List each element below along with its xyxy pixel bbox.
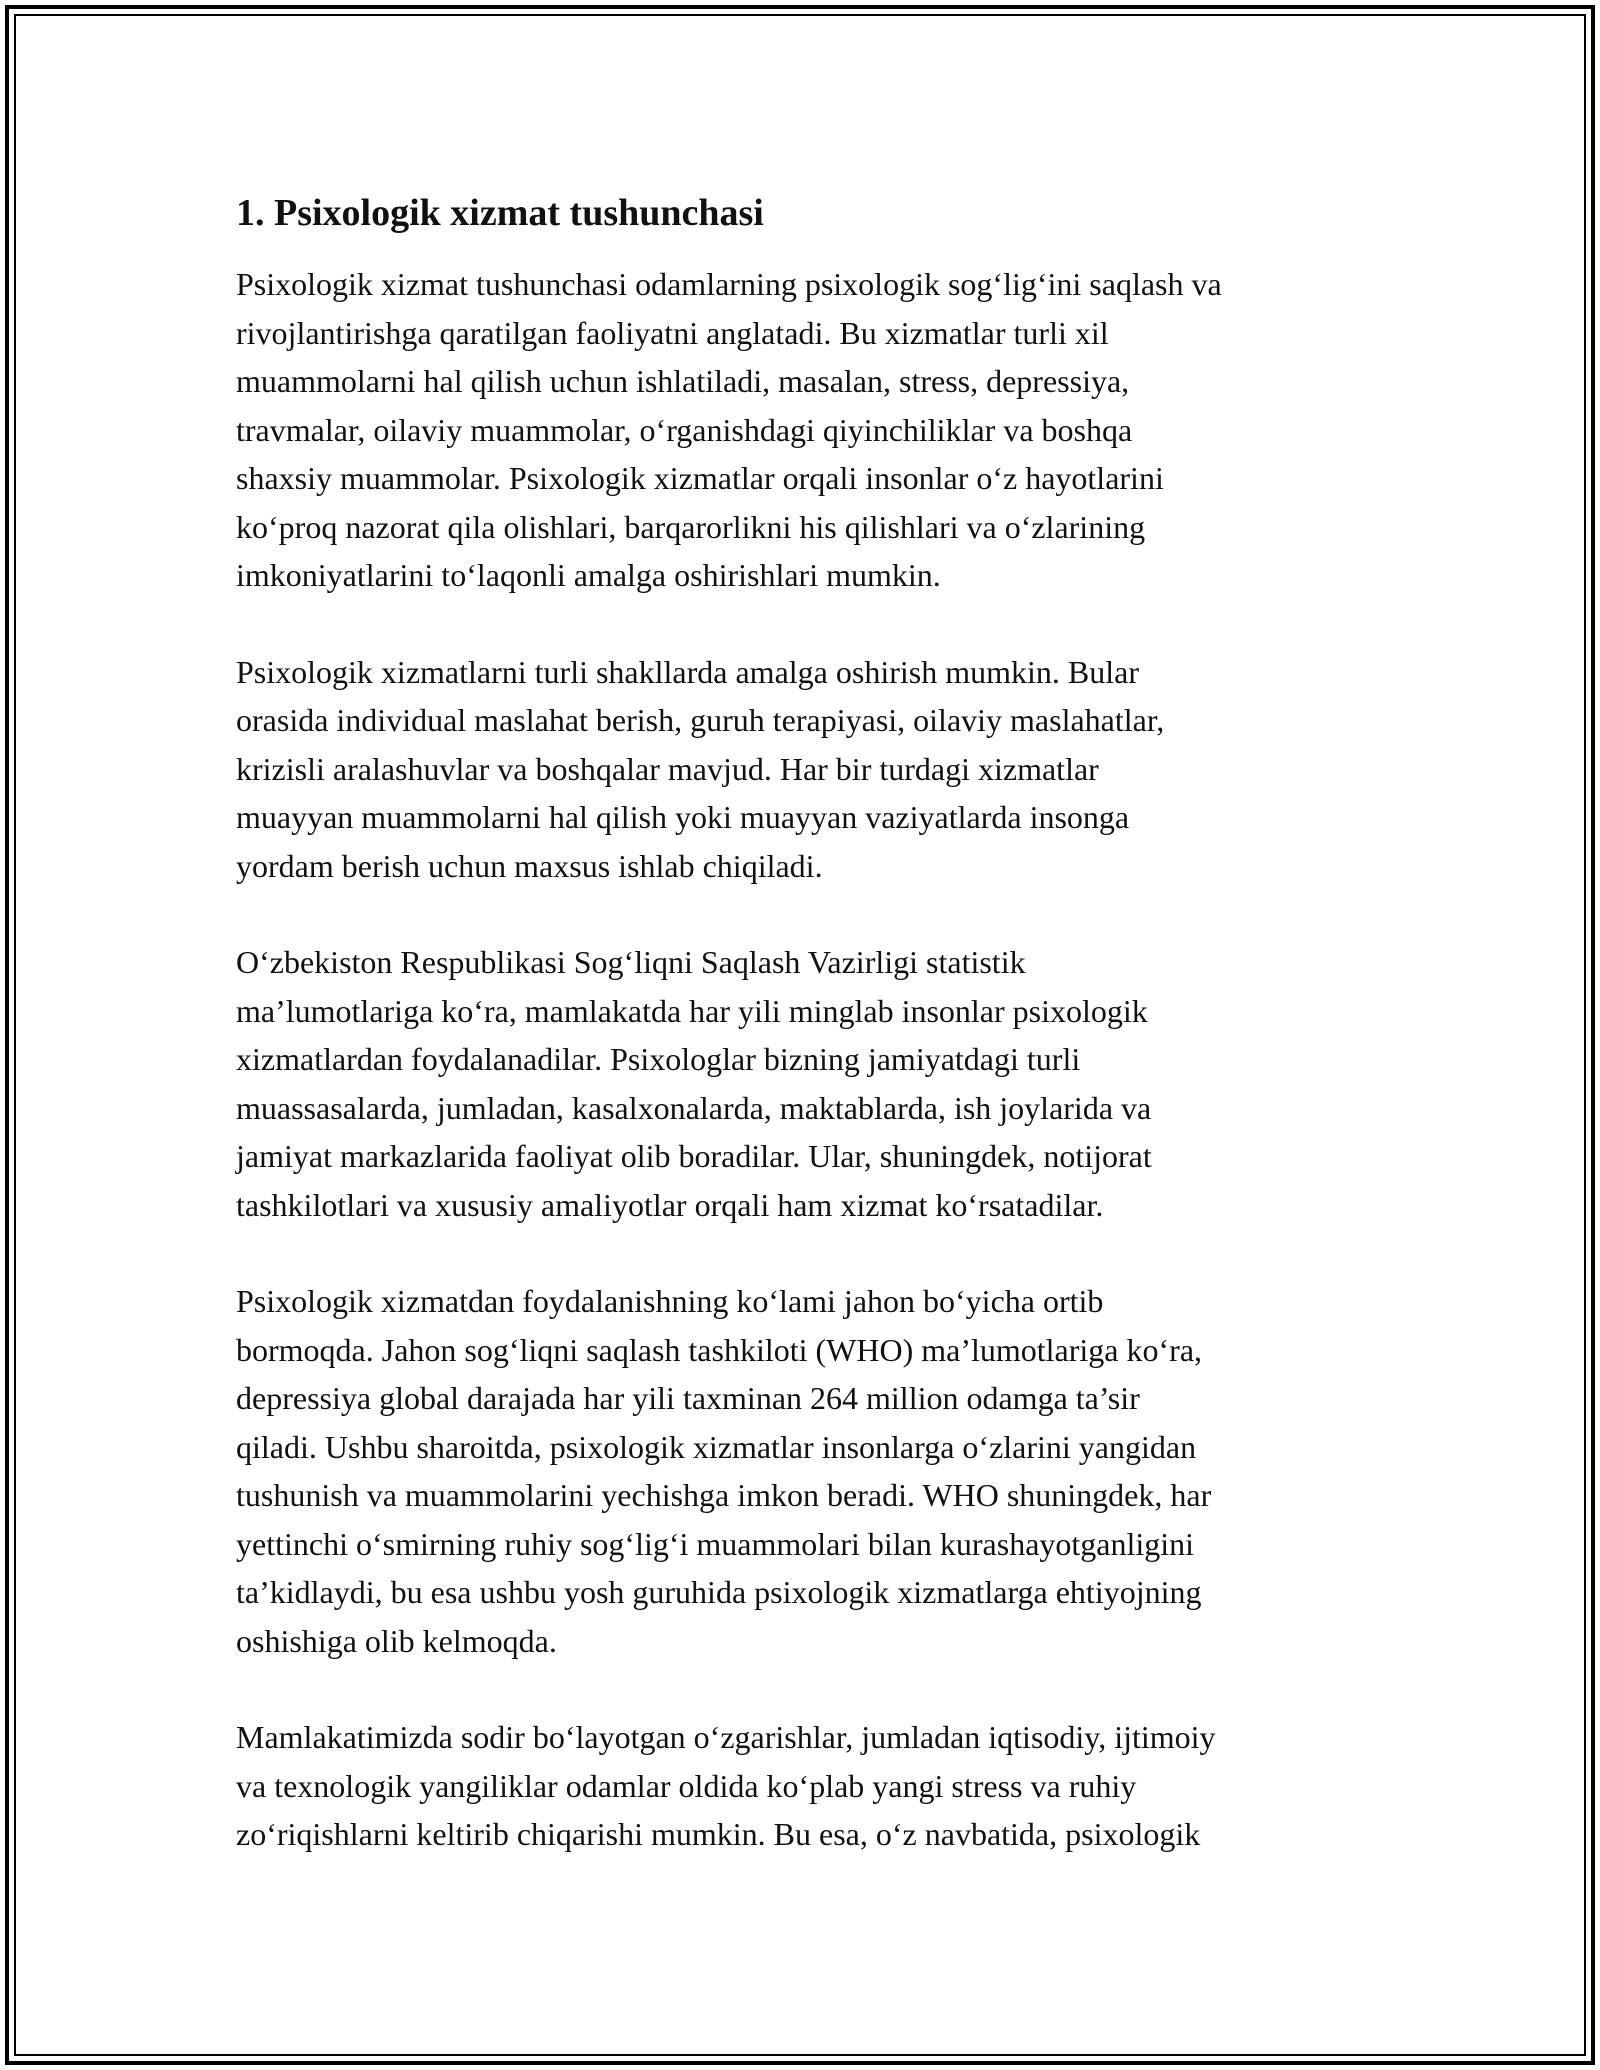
text-line: imkoniyatlarini to‘laqonli amalga oshirishlari mumkin. (236, 557, 941, 593)
section-heading: 1. Psixologik xizmat tushunchasi (236, 192, 764, 234)
text-line: rivojlantirishga qaratilgan faoliyatni anglatadi. Bu xizmatlar turli xil (236, 314, 1109, 351)
text-line: O‘zbekiston Respublikasi Sog‘liqni Saqlash Vazirligi statistik (236, 944, 1026, 980)
text-line: Psixologik xizmat tushunchasi odamlarning psixologik sog‘lig‘ini saqlash va (236, 266, 1222, 302)
paragraph-1 (236, 260, 1376, 600)
text-line: depressiya global darajada har yili taxminan 264 million odamga ta’sir (236, 1380, 1140, 1416)
paragraph-3 (236, 938, 1376, 1229)
text-line: qiladi. Ushbu sharoitda, psixologik xizmatlar insonlarga o‘zlarini yangidan (236, 1428, 1197, 1465)
text-line: zo‘riqishlarni keltirib chiqarishi mumkin. Bu esa, o‘z navbatida, psixologik (236, 1816, 1201, 1852)
text-line: krizisli aralashuvlar va boshqalar mavjud. Har bir turdagi xizmatlar (236, 750, 1099, 787)
text-line: bormoqda. Jahon sog‘liqni saqlash tashkiloti (WHO) ma’lumotlariga ko‘ra, (236, 1331, 1203, 1368)
text-line: orasida individual maslahat berish, guruh terapiyasi, oilaviy maslahatlar, (236, 702, 1165, 738)
text-line: ma’lumotlariga ko‘ra, mamlakatda har yili minglab insonlar psixologik (236, 992, 1148, 1029)
document-body (236, 188, 1376, 1907)
paragraph-2 (236, 648, 1376, 891)
text-line: Psixologik xizmatlarni turli shakllarda amalga oshirish mumkin. Bular (236, 653, 1139, 690)
text-line: Mamlakatimizda sodir bo‘layotgan o‘zgarishlar, jumladan iqtisodiy, ijtimoiy (236, 1719, 1216, 1755)
text-line: ko‘proq nazorat qila olishlari, barqarorlikni his qilishlari va o‘zlarining (236, 508, 1146, 545)
text-line: Psixologik xizmatdan foydalanishning ko‘lami jahon bo‘yicha ortib (236, 1283, 1104, 1319)
text-line: va texnologik yangiliklar odamlar oldida ko‘plab yangi stress va ruhiy (236, 1767, 1137, 1804)
text-line: xizmatlardan foydalanadilar. Psixologlar bizning jamiyatdagi turli (236, 1041, 1081, 1077)
text-line: ta’kidlaydi, bu esa ushbu yosh guruhida psixologik xizmatlarga ehtiyojning (236, 1574, 1202, 1610)
text-line: muayyan muammolarni hal qilish yoki muayyan vaziyatlarda insonga (236, 799, 1130, 835)
text-line: travmalar, oilaviy muammolar, o‘rganishdagi qiyinchiliklar va boshqa (236, 411, 1133, 448)
text-line: yettinchi o‘smirning ruhiy sog‘lig‘i muammolari bilan kurashayotganligini (236, 1525, 1195, 1562)
text-line: shaxsiy muammolar. Psixologik xizmatlar orqali insonlar o‘z hayotlarini (236, 460, 1164, 496)
text-line: jamiyat markazlarida faoliyat olib boradilar. Ular, shuningdek, notijorat (236, 1138, 1152, 1174)
text-line: oshishiga olib kelmoqda. (236, 1622, 557, 1659)
text-line: yordam berish uchun maxsus ishlab chiqiladi. (236, 847, 823, 884)
paragraph-5 (236, 1713, 1376, 1859)
paragraph-4 (236, 1277, 1376, 1665)
text-line: muammolarni hal qilish uchun ishlatiladi, masalan, stress, depressiya, (236, 363, 1130, 399)
text-line: muassasalarda, jumladan, kasalxonalarda, maktablarda, ish joylarida va (236, 1089, 1152, 1126)
text-line: tashkilotlari va xususiy amaliyotlar orqali ham xizmat ko‘rsatadilar. (236, 1186, 1104, 1223)
text-line: tushunish va muammolarini yechishga imkon beradi. WHO shuningdek, har (236, 1477, 1212, 1513)
